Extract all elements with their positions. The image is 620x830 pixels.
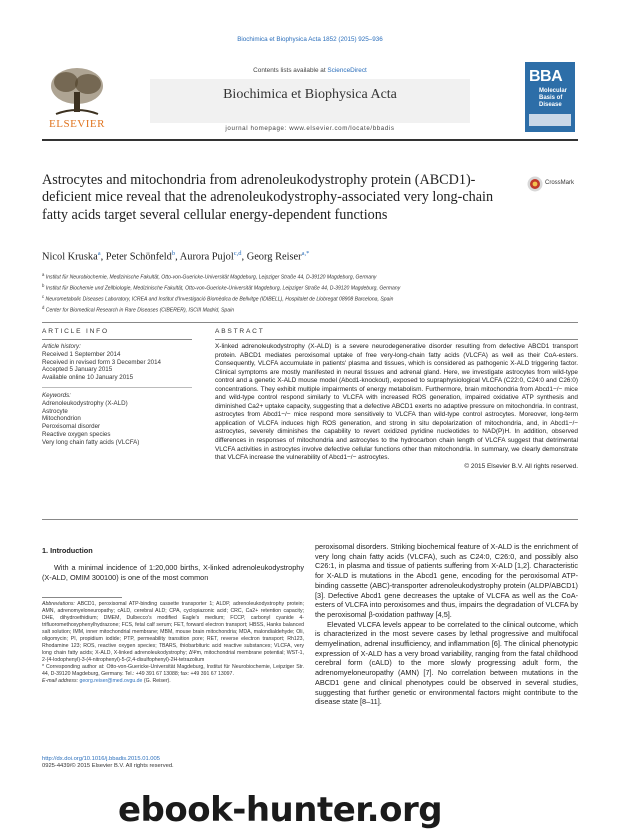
author-name[interactable]: Georg Reiser xyxy=(246,251,302,263)
cover-subtitle-3: Disease xyxy=(539,102,562,108)
keyword-item: Astrocyte xyxy=(42,407,68,415)
history-item: Accepted 5 January 2015 xyxy=(42,366,113,374)
intro-paragraph: Elevated VLCFA levels appear to be correlated to the clinical outcome, which is characterized in the most severe cases by lethal progressive and multifocal demyelination, adrenal insufficiency, and inflammation [6]. The clinical phenotypic expression of X-ALD has a very broad variability, ranging from the fatal childhood cerebral form (cALD) to the more slowly progressing adult form, the adrenomyeloneuropathy (AMN) [7]. No correlation between mutations in the ABCD1 gene and clinical phenotypes could be observed in several studies, suggesting that further genetic or environmental factors might contribute to the disease state [8–11]. xyxy=(315,619,578,707)
elsevier-logo xyxy=(42,62,112,132)
article-info-rule xyxy=(42,339,192,340)
corresponding-author-footnote: * Corresponding author at: Otto-von-Guericke-Universität Magdeburg, Institut für Neurobiochemie, Leipziger Str. 44, D-39120 Magdeburg, Germany. Tel.: +49 391 67 13088; fax: +49 391 67 13097. xyxy=(42,664,304,677)
journal-homepage[interactable]: journal homepage: www.elsevier.com/locate/bbadis xyxy=(225,125,395,132)
issn-line: 0925-4439/© 2015 Elsevier B.V. All rights reserved. xyxy=(42,763,174,770)
abstract-heading: ABSTRACT xyxy=(215,328,265,335)
author-name[interactable]: Aurora Pujol xyxy=(179,251,234,263)
info-divider xyxy=(42,387,192,388)
abstract-bottom-rule xyxy=(42,519,578,520)
journal-reference[interactable]: Biochimica et Biophysica Acta 1852 (2015) 925–936 xyxy=(237,36,383,43)
affiliation-rule xyxy=(42,322,578,323)
article-info xyxy=(42,343,192,447)
keyword-item: Adrenoleukodystrophy (X-ALD) xyxy=(42,399,128,407)
footnote-rule xyxy=(42,597,122,598)
affiliation-item: $^d$ Center for Biomedical Research in Rare Diseases (CIBERER), ISCIII Madrid, Spain xyxy=(42,305,235,314)
copyright-line: © 2015 Elsevier B.V. All rights reserved. xyxy=(464,462,578,470)
header-rule xyxy=(42,139,578,141)
footnotes xyxy=(42,601,304,685)
abbreviations-footnote: Abbreviations: ABCD1, peroxisomal ATP-binding cassette transporter 1; ALDP, adrenoleukodystrophy protein; AMN, adrenomyeloneuropathy; cALD, cerebral ALD; CPA, cyclopiazonic acid; CRC, Ca2+ retention capacity; DHE, dihydroethidium; DMEM, Dulbecco's modified Eagle's medium; FCCP, carbonyl cyanide 4-trifluoromethoxyphenylhydrazone; FCS, fetal calf serum; FET, forward electron transport; HBSS, Hanks balanced salt solution; IMM, inner mitochondrial membrane; MBM, mouse brain mitochondria; MDA, malondialdehyde; Oli, oligomycin; PI, propidium iodide; PTP, permeability transition pore; RET, reverse electron transport; Rh123, Rhodamine 123; ROS, reactive oxygen species; TBARS, thiobarbituric acid reactive substances; VLCFA, very long chain fatty acids; X-ALD, X-linked adrenoleukodystrophy; ΔΨm, mitochondrial membrane potential; WST-1, 2-(4-Iodophenyl)-3-(4-nitrophenyl)-5-(2,4-disulfophenyl)-2H-tetrazolium xyxy=(42,601,304,663)
email-footnote: E-mail address: georg.reiser@med.ovgu.de (G. Reiser). xyxy=(42,678,171,684)
article-footer xyxy=(42,756,174,771)
journal-cover xyxy=(525,62,575,132)
author-name[interactable]: Nicol Kruska xyxy=(42,251,98,263)
abstract-rule xyxy=(215,339,578,340)
author-affiliation-mark[interactable]: a xyxy=(97,250,101,257)
author-name[interactable]: Peter Schönfeld xyxy=(105,251,172,263)
email-link[interactable]: georg.reiser@med.ovgu.de xyxy=(79,678,143,684)
cover-subtitle-2: Basis of xyxy=(539,95,563,101)
journal-title: Biochimica et Biophysica Acta xyxy=(223,87,397,102)
intro-paragraph: peroxisomal disorders. Striking biochemical feature of X-ALD is the enrichment of very long chain fatty acids (VLCFA), such as C24:0, C26:0, and possibly also C26:1, in plasma and tissue of patients suffering from X-ALD [1,2]. Characteristic for X-ALD is mutations in the Abcd1 gene, encoding for the peroxisomal ATP-binding cassette (ABC)-transporter adrenoleukodystrophy protein (ALDP/ABCD1) [3]. Defective Abcd1 gene decreases the uptake of VLCFA as well as the CoA-esters of VLCFA into peroxisomes and thus, impairs the degradation of VLCFA by the peroxisomal β-oxidation pathway [4,5]. xyxy=(315,542,578,619)
history-label: Article history: xyxy=(42,343,81,350)
author-affiliation-mark[interactable]: c,d xyxy=(233,250,242,257)
crossmark-badge[interactable] xyxy=(527,176,579,194)
affiliation-item: $^c$ Neurometabolic Diseases Laboratory, ICREA and Institut d'Investigació Biomèdica de Bellvitge (IDIBELL), Hospitalet de Llobregat 08908 Barcelona, Spain xyxy=(42,294,394,303)
crossmark-icon xyxy=(527,176,543,192)
sciencedirect-link[interactable]: ScienceDirect xyxy=(327,67,367,74)
cover-title: BBA xyxy=(529,68,563,85)
keyword-item: Very long chain fatty acids (VLCFA) xyxy=(42,438,140,446)
intro-left-paragraph: With a minimal incidence of 1:20,000 births, X-linked adrenoleukodystrophy (X-ALD, OMIM 300100) is one of the most common xyxy=(42,563,304,582)
author-affiliation-mark[interactable]: a,* xyxy=(301,250,310,257)
intro-right-column xyxy=(315,542,578,707)
affiliation-item: $^b$ Institut für Biochemie und Zellbiologie, Medizinische Fakultät, Otto-von-Guericke-Universität Magdeburg, Leipziger Straße 44, D-39120 Magdeburg, Germany xyxy=(42,283,401,292)
abstract-text: X-linked adrenoleukodystrophy (X-ALD) is a severe neurodegenerative disorder resulting from defective ABCD1 transport protein. ABCD1 mediates peroxisomal uptake of free very-long-chain fatty acids (VLCFA) as well as their CoA-esters. Consequently, VLCFA accumulate in patients' plasma and tissues, which is considered as pathogenic X-ALD triggering factor. Clinical symptoms are mostly manifested in neural tissues and adrenal gland. Here, we investigate astrocytes from wild-type control and a genetic X-ALD mouse model (Abcd1-knockout), exposed to supraphysiological VLCFA (C22:0, C24:0 and C26:0) concentrations. They exhibit multiple impairments of energy metabolism. Furthermore, brain mitochondria from Abcd1−/− mice and wild-type control respond similarly to VLCFA with increased ROS generation, impaired oxidative ATP synthesis and diminished Ca2+ uptake capacity, suggesting that a defective ABCD1 exerts no adaptive pressure on mitochondria. In contrast, astrocytes from Abcd1−/− mice respond more sensitively to VLCFA than wild-type control astrocytes. Moreover, long-term application of VLCFA induces high ROS generation, and strong in situ depolarization of mitochondria, and, in Abcd1−/− astrocytes, severely diminishes the capability to revert oxidized pyridine nucleotides to NAD(P)H. In addition, observed differences in responses of mitochondria and astrocytes to the hydrocarbon chain length of VLCFA suggest that detrimental VLCFA activities in astrocytes involve defective cellular functions other than mitochondria. In summary, we clearly demonstrate that VLCFA increase the vulnerability of Abcd1−/− astrocytes. xyxy=(215,343,578,462)
article-info-heading: ARTICLE INFO xyxy=(42,328,109,335)
elsevier-wordmark: ELSEVIER xyxy=(49,118,105,130)
crossmark-label: CrossMark xyxy=(545,180,575,186)
doi-link[interactable]: http://dx.doi.org/10.1016/j.bbadis.2015.01.005 xyxy=(42,756,160,762)
watermark-text: ebook-hunter.org xyxy=(118,790,443,830)
history-item: Received in revised form 3 December 2014 xyxy=(42,358,161,366)
keyword-item: Reactive oxygen species xyxy=(42,430,111,438)
cover-subtitle-1: Molecular xyxy=(539,88,568,94)
abstract-body xyxy=(215,343,578,471)
keyword-item: Peroxisomal disorder xyxy=(42,423,101,431)
history-item: Available online 10 January 2015 xyxy=(42,374,134,382)
keywords-label: Keywords: xyxy=(42,391,71,399)
history-item: Received 1 September 2014 xyxy=(42,350,121,358)
author-list: Nicol Kruska$^a$, Peter Schönfeld$^b$, Aurora Pujol$^{c,d}$, Georg Reiser$^{a,*}$ xyxy=(42,250,310,263)
author-affiliation-mark[interactable]: b xyxy=(171,250,176,257)
keyword-item: Mitochondrion xyxy=(42,415,81,423)
introduction-heading: 1. Introduction xyxy=(42,546,93,555)
affiliations xyxy=(42,271,578,315)
contents-line: Contents lists available at ScienceDirect xyxy=(253,67,367,74)
cover-graphic xyxy=(529,114,571,126)
article-title: Astrocytes and mitochondria from adrenoleukodystrophy protein (ABCD1)-deficient mice reveal that the adrenoleukodystrophy-associated very long-chain fatty acids target several cellular energy-dependent functions xyxy=(42,172,494,223)
affiliation-item: $^a$ Institut für Neurobiochemie, Medizinische Fakultät, Otto-von-Guericke-Universität Magdeburg, Leipziger Straße 44, D-39120 Magdeburg, Germany xyxy=(42,272,377,281)
